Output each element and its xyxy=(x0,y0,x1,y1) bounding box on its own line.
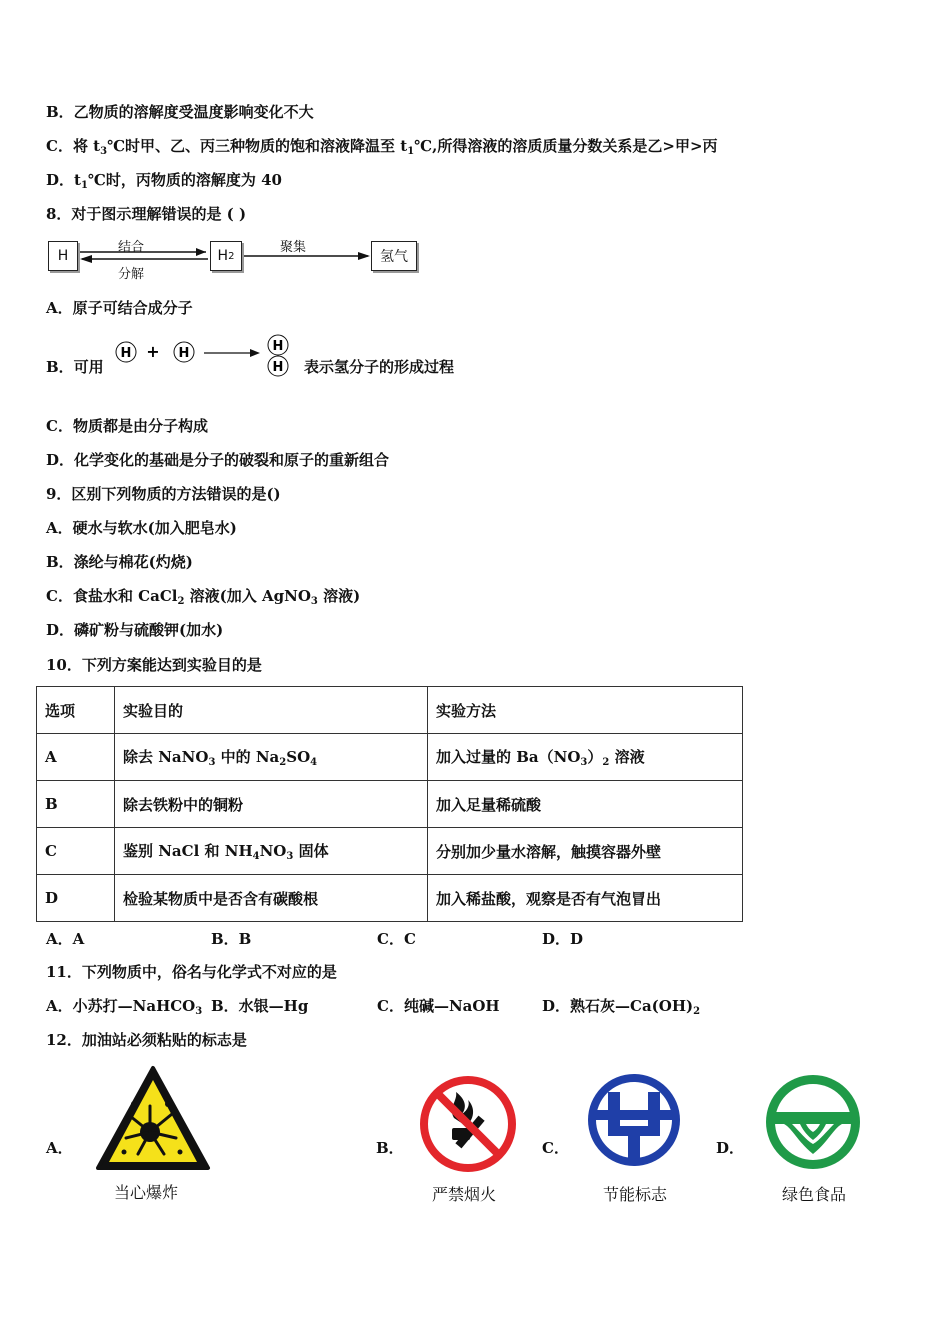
table-row xyxy=(37,875,743,922)
box-hydrogen-molecule: H 2 xyxy=(210,241,242,271)
q8-option-d: D．化学变化的基础是分子的破裂和原子的重新组合 xyxy=(46,451,390,469)
no-fire-icon xyxy=(418,1074,518,1174)
q10-answer-b: B．B xyxy=(211,930,252,948)
q9-option-b: B．涤纶与棉花(灼烧) xyxy=(46,553,193,571)
cell-method: 加入足量稀硫酸 xyxy=(428,781,743,828)
label-gather: 聚集 xyxy=(280,240,307,255)
q9-option-c: C．食盐水和 CaCl$_2$ 溶液(加入 AgNO$_3$ 溶液) xyxy=(46,587,361,607)
header-option: 选项 xyxy=(37,687,115,734)
q8-option-a: A．原子可结合成分子 xyxy=(46,299,193,317)
box-hydrogen-gas: 氢气 xyxy=(371,241,417,271)
table-header-row xyxy=(37,687,743,734)
table-row xyxy=(37,734,743,781)
cell-purpose: 鉴别 NaCl 和 $NH_4NO_3$ 固体 xyxy=(115,828,428,875)
q8-stem: 8．对于图示理解错误的是 ( ) xyxy=(46,205,247,223)
cell-method: 加入过量的 $Ba(NO_3)_2$ 溶液 xyxy=(428,734,743,781)
q12-letter-a: A． xyxy=(46,1139,73,1157)
q12-letter-d: D． xyxy=(716,1139,745,1157)
header-method: 实验方法 xyxy=(428,687,743,734)
cell-method: 加入稀盐酸，观察是否有气泡冒出 xyxy=(428,875,743,922)
q10-answer-a: A．A xyxy=(46,930,85,948)
cell-purpose: 检验某物质中是否含有碳酸根 xyxy=(115,875,428,922)
atom-h-2: H xyxy=(178,346,190,361)
table-row xyxy=(37,828,743,875)
atom-h-1: H xyxy=(120,346,132,361)
molecule-atom-bottom: H xyxy=(272,360,284,375)
q9-option-a: A．硬水与软水(加入肥皂水) xyxy=(46,519,237,537)
explosion-warning-icon xyxy=(94,1064,212,1172)
q9-option-d: D．磷矿粉与硫酸钾(加水) xyxy=(46,621,224,639)
q8-arrows xyxy=(0,0,950,300)
q11-stem: 11．下列物质中，俗名与化学式不对应的是 xyxy=(46,963,337,981)
cell-option: B xyxy=(37,781,115,828)
cell-option: A xyxy=(37,734,115,781)
energy-saving-icon xyxy=(584,1070,684,1170)
atom-combination-diagram xyxy=(110,330,310,382)
cell-option: D xyxy=(37,875,115,922)
q11-option-d: D．熟石灰$—Ca(OH)_2$ xyxy=(542,997,701,1017)
q12-letter-b: B． xyxy=(376,1139,404,1157)
q7-option-c: C．将 $t_3℃$时甲、乙、丙三种物质的饱和溶液降温至 $t_1℃$,所得溶液的溶质质量分数关系是乙>甲>丙 xyxy=(46,137,718,157)
plus-sign: + xyxy=(146,342,160,361)
cell-option: C xyxy=(37,828,115,875)
sign-label-a: 当心爆炸 xyxy=(114,1183,179,1202)
box-hydrogen-atom: H xyxy=(48,241,78,271)
header-purpose: 实验目的 xyxy=(115,687,428,734)
molecule-atom-top: H xyxy=(272,339,284,354)
sign-label-c: 节能标志 xyxy=(603,1185,668,1204)
sign-label-b: 严禁烟火 xyxy=(432,1185,497,1204)
green-food-icon xyxy=(762,1072,864,1172)
q11-option-b: B．水银—Hg xyxy=(211,997,309,1015)
q7-option-d: D．$t_1℃$时，丙物质的溶解度为 40 xyxy=(46,171,282,191)
q9-stem: 9．区别下列物质的方法错误的是() xyxy=(46,485,281,503)
q11-option-a: A．小苏打—NaHCO$_3$ xyxy=(46,997,203,1017)
q12-letter-c: C． xyxy=(542,1139,569,1157)
q10-answer-c: C．C xyxy=(377,930,416,948)
q7-option-b: B．乙物质的溶解度受温度影响变化不大 xyxy=(46,103,314,121)
q8-option-b-suffix: 表示氢分子的形成过程 xyxy=(304,358,455,376)
q10-stem: 10．下列方案能达到实验目的是 xyxy=(46,656,262,674)
sign-label-d: 绿色食品 xyxy=(782,1185,847,1204)
q8-option-b-prefix: B．可用 xyxy=(46,358,104,376)
q10-answer-d: D．D xyxy=(542,930,584,948)
q11-option-c: C．纯碱—NaOH xyxy=(377,997,500,1015)
q12-stem: 12．加油站必须粘贴的标志是 xyxy=(46,1031,247,1049)
q8-option-c: C．物质都是由分子构成 xyxy=(46,417,208,435)
label-combine: 结合 xyxy=(118,240,145,255)
q10-answer-options xyxy=(46,928,746,948)
cell-method: 分别加少量水溶解，触摸容器外壁 xyxy=(428,828,743,875)
cell-purpose: 除去 NaNO$_3$ 中的 $Na_2SO_4$ xyxy=(115,734,428,781)
q10-table xyxy=(36,686,743,922)
label-decompose: 分解 xyxy=(118,267,145,282)
q11-options xyxy=(46,996,766,1016)
cell-purpose: 除去铁粉中的铜粉 xyxy=(115,781,428,828)
table-row xyxy=(37,781,743,828)
